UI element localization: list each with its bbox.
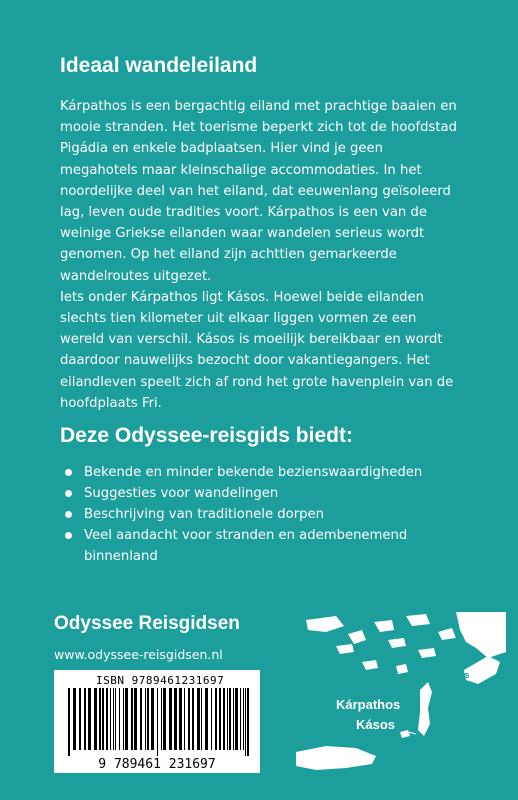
barcode-bar [125,688,128,750]
feature-text: Veel aandacht voor stranden en adembenemend binnenland [84,528,408,564]
barcode-bar [223,688,225,750]
barcode-bar [229,688,231,750]
map-label-karpathos: Kárpathos [336,697,401,712]
barcode-bar [243,688,244,750]
intro-text [60,96,460,414]
barcode-bar [94,688,97,750]
barcode-graphic [54,670,260,773]
feature-text: Bekende en minder bekende bezienswaardigheden [84,465,423,480]
barcode-bar [147,688,149,750]
barcode-bar [113,688,114,750]
barcode-bar [106,688,108,750]
map-label-rhodos: Rhodos [436,670,470,680]
barcode-bar [123,688,124,750]
intro-paragraph: Kárpathos is een bergachtig eiland met prachtige baaien en mooie stranden. Het toerisme beperkt zich tot de hoofdstad Pigádia en enkele badplaatsen. Hier vind je geen megahotels maar kleinschalige accommodaties. In het noordelijke deel van het eiland, dat eeuwenlang geïsoleerd lag, leven oude tradities voort. Kárpathos is een van de weinige Griekse eilanden waar wandelen serieus wordt genomen. Op het eiland zijn achttien gemarkeerde wandelroutes uitgezet. [60,99,457,284]
bullet-icon [65,511,72,518]
barcode-bar [79,688,81,750]
barcode-bar [205,688,208,750]
barcode-bar [219,688,221,750]
feature-list [60,462,460,567]
barcode-bar [192,688,194,750]
isbn-barcode [54,670,260,773]
barcode-bar [233,688,234,750]
feature-text: Suggesties voor wandelingen [84,486,279,501]
barcode-bar [227,688,228,750]
feature-list-item [60,483,460,504]
section-title-ideaal-wandeleiland: Ideaal wandeleiland [60,54,258,77]
barcode-bar [84,688,86,750]
barcode-bar [99,688,101,750]
barcode-bar [102,688,104,750]
barcode-bar [245,688,246,756]
bullet-icon [65,469,72,476]
barcode-bar [163,688,166,750]
barcode-bar [157,688,158,756]
barcode-bar [184,688,185,750]
publisher-url[interactable]: www.odyssee-reisgidsen.nl [54,647,223,662]
barcode-bar [169,688,172,750]
barcode-bar [215,688,217,750]
bullet-icon [65,490,72,497]
feature-list-item [60,525,460,567]
feature-list-item [60,504,460,525]
barcode-bar [179,688,182,750]
barcode-bar [134,688,137,750]
barcode-bar [211,688,212,750]
map-label-kreta: Kreta [321,769,345,779]
barcode-bar [161,688,162,750]
section-title-reisgids-biedt: Deze Odyssee-reisgids biedt: [60,424,353,447]
barcode-bar [188,688,190,750]
map-label-kasos: Kásos [356,717,396,732]
barcode-bar [174,688,177,750]
barcode-bar [73,688,76,750]
feature-list-item [60,462,460,483]
barcode-bar [68,688,70,756]
barcode-bar [88,688,91,750]
barcode-bar [145,688,146,750]
barcode-bar [201,688,202,750]
barcode-bar [247,688,249,756]
barcode-bar [131,688,133,750]
intro-paragraph: Iets onder Kárpathos ligt Kásos. Hoewel beide eilanden slechts tien kilometer uit elkaar liggen vormen ze een wereld van verschil. Kásos is moeilijk bereikbaar en wordt daardoor nauwelijks bezocht door vakantiegangers. Het eilandleven speelt zich af rond het grote havenplein van de hoofdplaats Fri. [60,289,454,411]
barcode-bar [115,688,116,750]
barcode-bar [197,688,200,750]
feature-text: Beschrijving van traditionele dorpen [84,507,324,522]
barcode-bar [110,688,111,750]
barcode-bar [235,688,238,750]
bullet-icon [65,532,72,539]
barcode-bar [240,688,241,750]
isbn-label: ISBN 9789461231697 [96,674,225,687]
barcode-bar [119,688,120,750]
publisher-name: Odyssee Reisgidsen [54,613,240,634]
barcode-digits: 9 789461 231697 [98,757,216,772]
barcode-bar [151,688,154,750]
region-map [296,612,506,792]
barcode-bar [140,688,142,750]
